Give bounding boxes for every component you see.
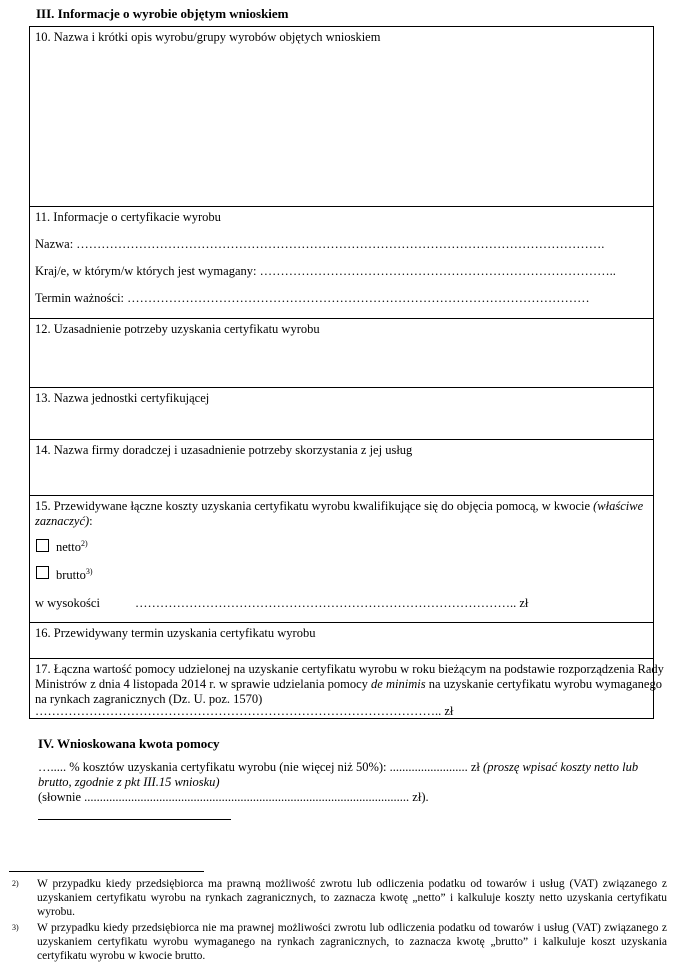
field-17-de-minimis-aid — [29, 659, 664, 719]
field-12-label: 12. Uzasadnienie potrzeby uzyskania certyfikatu wyrobu — [35, 322, 320, 336]
footnote-2-text: W przypadku kiedy przedsiębiorca ma prawną możliwość zwrotu lub odliczenia podatku od towarów i usług (VAT) związanego z uzyskaniem certyfikatu wyrobu na rynkach zagranicznych, to zaznacza kwotę „netto” i kalkuluje koszty netto uzyskania certyfikatu wyrobu. — [37, 878, 667, 918]
footnote-separator — [9, 871, 204, 872]
field-11-certificate-info — [29, 207, 654, 319]
field-15-label: 15. Przewidywane łączne koszty uzyskania certyfikatu wyrobu kwalifikujące się do objęcia pomocą, w kwocie (właściwe zaznaczyć): — [35, 499, 644, 528]
field-17-amount-field[interactable]: …………………………………………………………………………………….. zł — [35, 704, 454, 718]
footnote-3-number: 3) — [12, 923, 19, 932]
footnote-3-text: W przypadku kiedy przedsiębiorca nie ma prawnej możliwości zwrotu lub odliczenia podatku od towarów i usług (VAT) związanego z uzyskaniem certyfikatu wyrobu wymaganego na rynkach zagranicznych, to zaznacza kwotę „brutto” i kalkuluje koszt uzyskania certyfikatu wyrobu w kwocie brutto. — [37, 922, 667, 962]
brutto-checkbox[interactable] — [36, 566, 49, 579]
aid-in-words-line[interactable]: (słownie ........................................................................................................ zł). — [38, 790, 429, 804]
aid-note-line: brutto, zgodnie z pkt III.15 wniosku) — [38, 775, 220, 789]
field-12-justification[interactable] — [29, 319, 654, 388]
field-13-certifying-body[interactable] — [29, 388, 654, 440]
field-11-name-line[interactable]: Nazwa: ………………………………………………………………………………………………………………. — [35, 237, 605, 251]
brutto-label: brutto$^{3)}$ — [56, 566, 93, 582]
netto-checkbox[interactable] — [36, 539, 49, 552]
field-10-label: 10. Nazwa i krótki opis wyrobu/grupy wyrobów objętych wnioskiem — [35, 30, 381, 44]
section-3-heading: III. Informacje o wyrobie objętym wnioskiem — [36, 6, 289, 21]
amount-label: w wysokości — [35, 596, 100, 610]
netto-label: netto$^{2)}$ — [56, 538, 88, 554]
field-17-line-2: Ministrów z dnia 4 listopada 2014 r. w sprawie udzielania pomocy de minimis na uzyskanie certyfikatu wyrobu wymaganego — [35, 677, 662, 691]
field-14-label: 14. Nazwa firmy doradczej i uzasadnienie potrzeby skorzystania z jej usług — [35, 443, 413, 457]
field-17-line-1: 17. Łączna wartość pomocy udzielonej na uzyskanie certyfikatu wyrobu w roku bieżącym na podstawie rozporządzenia Rady — [35, 662, 664, 676]
field-15-eligible-costs — [29, 496, 654, 623]
field-14-consulting-firm[interactable] — [29, 440, 654, 496]
signature-line — [38, 819, 231, 820]
field-10-product-description[interactable] — [29, 26, 654, 207]
field-11-validity-line[interactable]: Termin ważności: ………………………………………………………………………………………………… — [35, 291, 590, 305]
section-4-heading: IV. Wnioskowana kwota pomocy — [38, 736, 220, 751]
field-13-label: 13. Nazwa jednostki certyfikującej — [35, 391, 210, 405]
field-11-country-line[interactable]: Kraj/e, w którym/w których jest wymagany: ………………………………………………………………………….. — [35, 264, 616, 278]
footnote-3 — [0, 921, 700, 965]
footnote-2 — [0, 877, 700, 919]
field-16-planned-date[interactable] — [29, 623, 654, 659]
amount-field[interactable]: ……………………………………………………………………………….. zł — [135, 596, 529, 610]
field-11-label: 11. Informacje o certyfikacie wyrobu — [35, 210, 221, 224]
aid-percent-line[interactable]: …..... % kosztów uzyskania certyfikatu wyrobu (nie więcej niż 50%): ......................... zł (proszę wpisać koszty netto lub — [38, 760, 639, 774]
footnote-2-number: 2) — [12, 879, 19, 888]
field-16-label: 16. Przewidywany termin uzyskania certyfikatu wyrobu — [35, 626, 316, 640]
field-17-line-3: na rynkach zagranicznych (Dz. U. poz. 1570) — [35, 692, 263, 706]
